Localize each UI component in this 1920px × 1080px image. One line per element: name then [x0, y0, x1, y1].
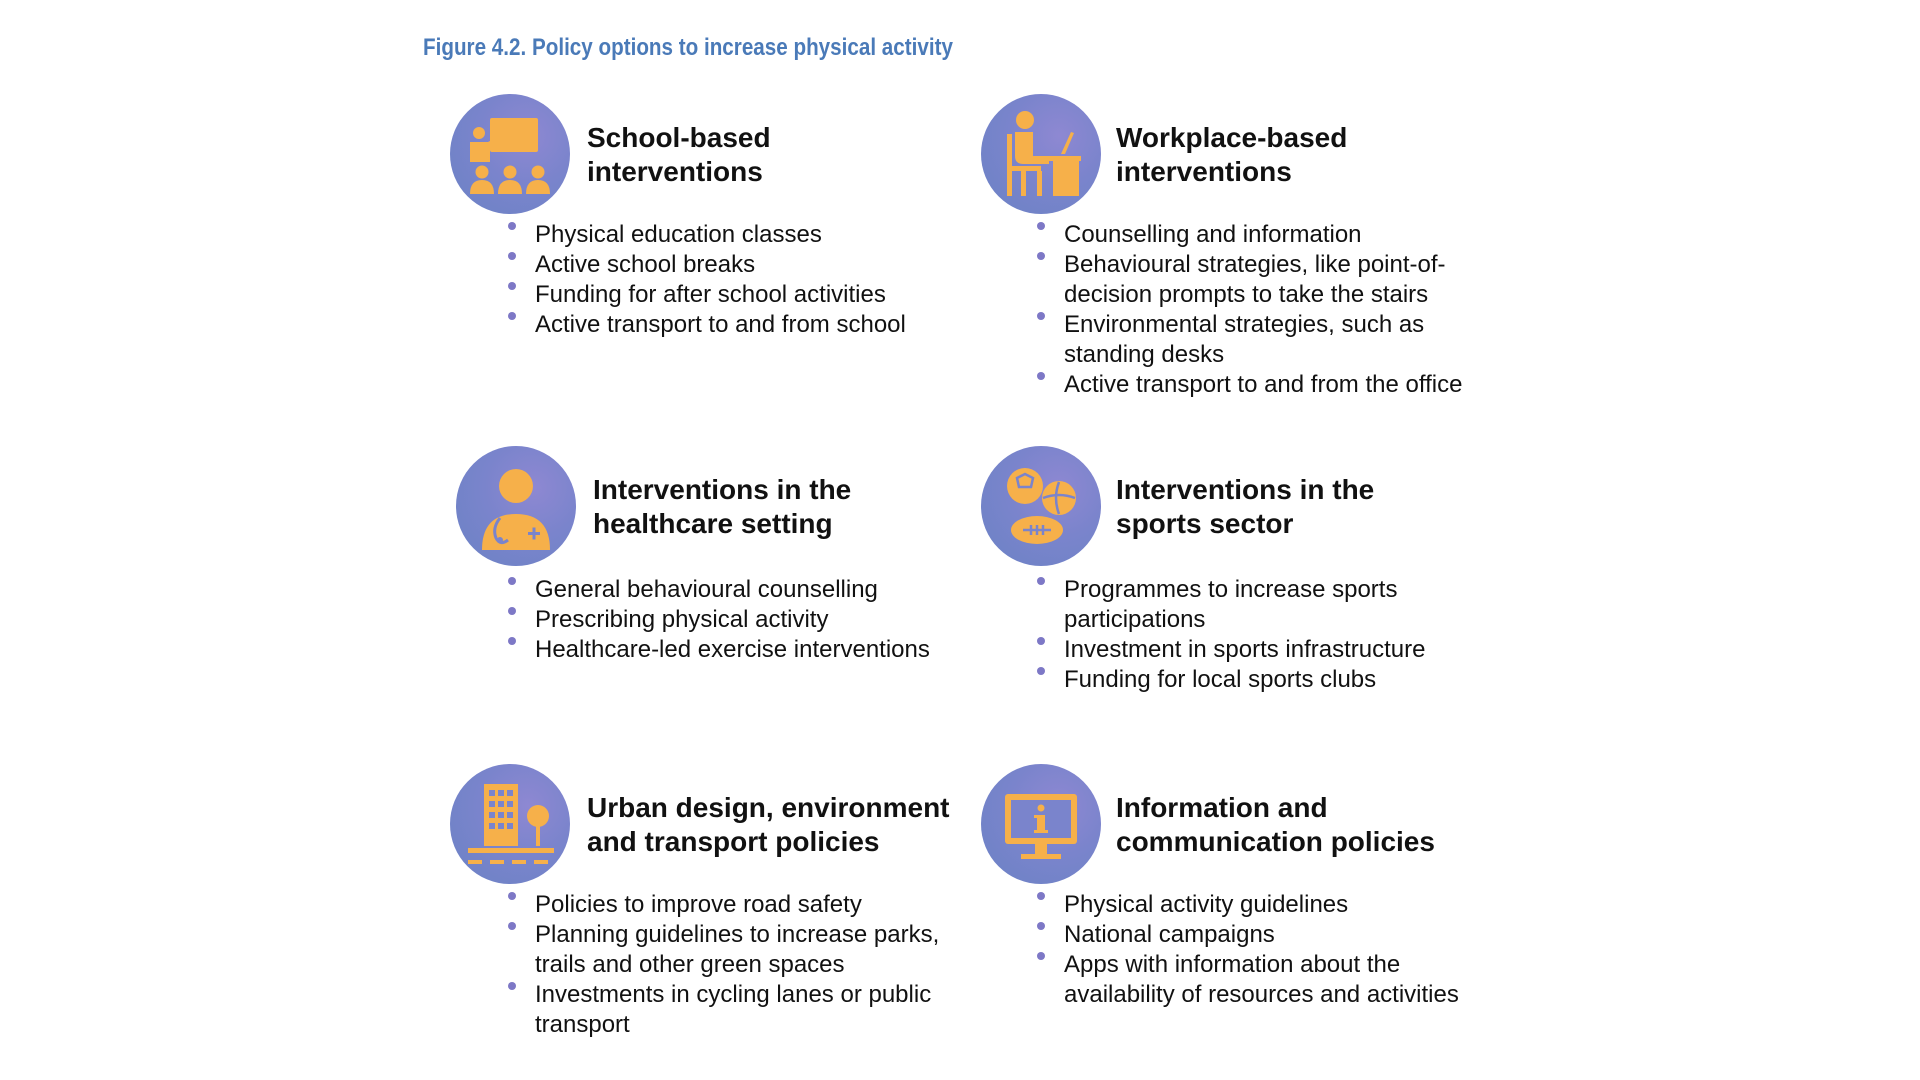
panel-heading [587, 121, 771, 189]
heading-line: communication policies [1116, 826, 1435, 857]
bullet-dot [508, 607, 516, 615]
bullet-dot [1037, 922, 1045, 930]
bullet-dot [508, 577, 516, 585]
figure-title: Figure 4.2. Policy options to increase physical activity [423, 34, 953, 61]
list-item [1034, 890, 1459, 920]
bullet-list [1034, 220, 1462, 400]
list-item [1034, 250, 1462, 310]
item-line: Active transport to and from school [535, 311, 906, 338]
list-item [505, 220, 906, 250]
item-line: participations [1064, 606, 1206, 633]
list-item [1034, 665, 1425, 695]
list-item [1034, 370, 1462, 400]
icon-circle [450, 764, 570, 884]
heading-line: and transport policies [587, 826, 880, 857]
bullet-dot [508, 982, 516, 990]
list-item [505, 920, 939, 980]
item-line: Physical education classes [535, 221, 822, 248]
list-item [1034, 575, 1425, 635]
panel-heading [1116, 791, 1435, 859]
heading-line: Information and [1116, 792, 1328, 823]
item-line: Active transport to and from the office [1064, 371, 1463, 398]
item-line: National campaigns [1064, 921, 1275, 948]
item-line: Prescribing physical activity [535, 606, 829, 633]
bullet-dot [508, 252, 516, 260]
bullet-dot [508, 922, 516, 930]
heading-line: Interventions in the [1116, 474, 1375, 505]
bullet-dot [508, 312, 516, 320]
doctor-icon [456, 446, 576, 566]
bullet-dot [508, 282, 516, 290]
icon-circle [981, 446, 1101, 566]
bullet-dot [508, 222, 516, 230]
item-line: Funding for after school activities [535, 281, 886, 308]
panel-heading [587, 791, 950, 859]
icon-circle [456, 446, 576, 566]
bullet-dot [1037, 222, 1045, 230]
list-item [505, 280, 906, 310]
panel-heading [1116, 473, 1374, 541]
bullet-dot [1037, 577, 1045, 585]
heading-line: School-based [587, 122, 771, 153]
item-line: Investments in cycling lanes or public [535, 981, 932, 1008]
icon-circle [981, 94, 1101, 214]
list-item [505, 310, 906, 340]
heading-line: Workplace-based [1116, 122, 1348, 153]
heading-line: Interventions in the [593, 474, 852, 505]
item-line: Programmes to increase sports [1064, 576, 1398, 603]
list-item [1034, 220, 1462, 250]
list-item [1034, 920, 1459, 950]
heading-line: healthcare setting [593, 508, 833, 539]
item-line: transport [535, 1011, 630, 1038]
bullet-dot [1037, 637, 1045, 645]
heading-line: Urban design, environment [587, 792, 950, 823]
list-item [1034, 310, 1462, 370]
bullet-list [505, 575, 930, 665]
list-item [505, 890, 939, 920]
item-line: Policies to improve road safety [535, 891, 862, 918]
bullet-list [505, 890, 939, 1040]
desk-worker-icon [981, 94, 1101, 214]
item-line: Counselling and information [1064, 221, 1362, 248]
icon-circle [450, 94, 570, 214]
bullet-list [1034, 575, 1425, 695]
bullet-dot [508, 892, 516, 900]
bullet-dot [1037, 892, 1045, 900]
list-item [505, 605, 930, 635]
item-line: Apps with information about the [1064, 951, 1401, 978]
item-line: Active school breaks [535, 251, 756, 278]
heading-line: sports sector [1116, 508, 1294, 539]
bullet-list [505, 220, 906, 340]
item-line: Physical activity guidelines [1064, 891, 1349, 918]
item-line: standing desks [1064, 341, 1225, 368]
panel-heading [593, 473, 851, 541]
item-line: Environmental strategies, such as [1064, 311, 1425, 338]
heading-line: interventions [1116, 156, 1292, 187]
list-item [1034, 950, 1459, 1010]
bullet-dot [508, 637, 516, 645]
list-item [1034, 635, 1425, 665]
item-line: trails and other green spaces [535, 951, 845, 978]
item-line: Funding for local sports clubs [1064, 666, 1377, 693]
list-item [505, 250, 906, 280]
sports-balls-icon [981, 446, 1101, 566]
bullet-dot [1037, 667, 1045, 675]
list-item [505, 635, 930, 665]
item-line: Investment in sports infrastructure [1064, 636, 1426, 663]
item-line: Behavioural strategies, like point-of- [1064, 251, 1446, 278]
panel-heading [1116, 121, 1347, 189]
classroom-icon [450, 94, 570, 214]
item-line: decision prompts to take the stairs [1064, 281, 1429, 308]
bullet-dot [1037, 952, 1045, 960]
bullet-dot [1037, 372, 1045, 380]
item-line: Healthcare-led exercise interventions [535, 636, 930, 663]
heading-line: interventions [587, 156, 763, 187]
bullet-list [1034, 890, 1459, 1010]
icon-circle [981, 764, 1101, 884]
bullet-dot [1037, 252, 1045, 260]
bullet-dot [1037, 312, 1045, 320]
item-line: General behavioural counselling [535, 576, 878, 603]
list-item [505, 980, 939, 1040]
city-building-icon [450, 764, 570, 884]
item-line: availability of resources and activities [1064, 981, 1459, 1008]
list-item [505, 575, 930, 605]
item-line: Planning guidelines to increase parks, [535, 921, 940, 948]
info-screen-icon [981, 764, 1101, 884]
